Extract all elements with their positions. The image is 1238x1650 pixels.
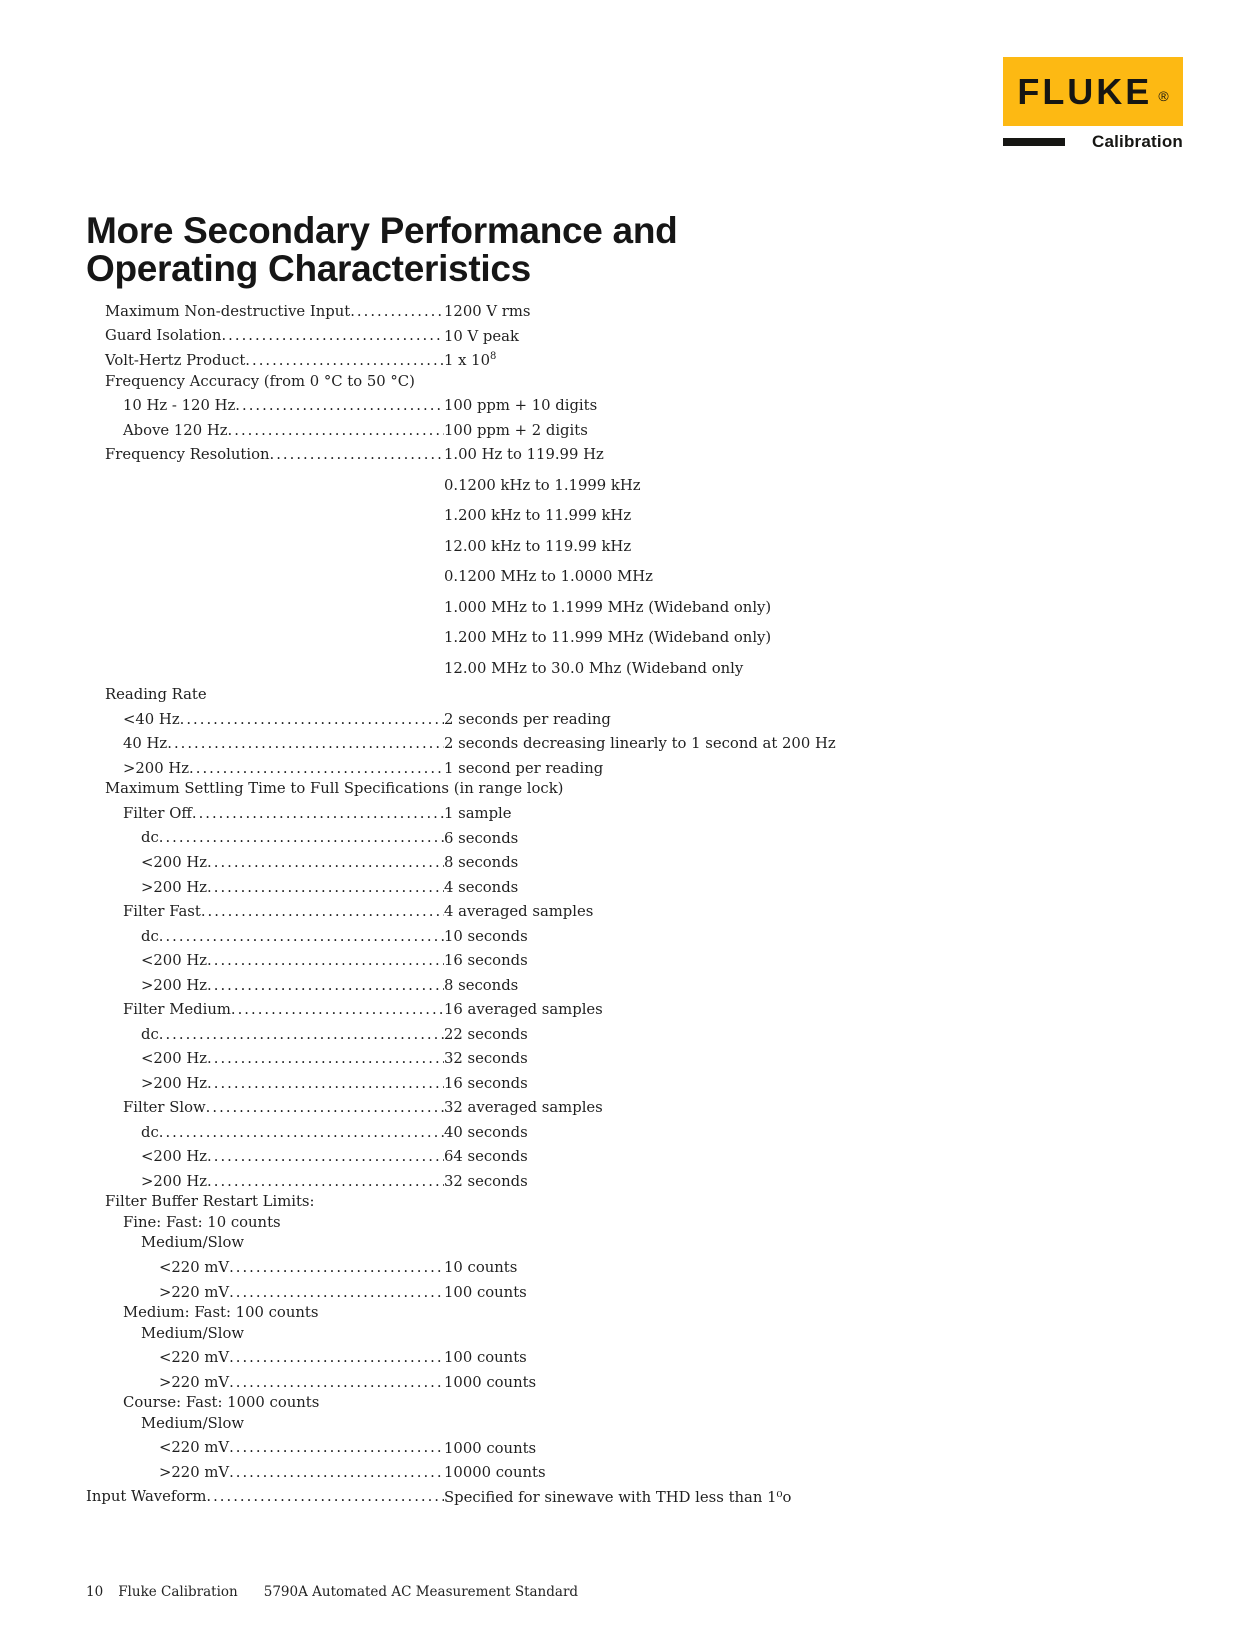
spec-row-lead xyxy=(86,710,444,731)
fluke-logo-box xyxy=(1003,57,1183,126)
spec-value xyxy=(444,874,518,899)
spec-row xyxy=(86,1070,1208,1095)
dot-leader xyxy=(229,1283,444,1304)
spec-value xyxy=(444,1143,528,1168)
spec-row-lead xyxy=(86,1213,281,1234)
spec-label: <200 Hz xyxy=(141,1148,208,1166)
spec-row-lead xyxy=(86,326,444,347)
dot-leader xyxy=(229,1463,444,1484)
spec-value xyxy=(444,825,518,850)
spec-row xyxy=(86,502,1208,527)
spec-value-text: 1 sample xyxy=(444,804,512,822)
spec-value xyxy=(444,392,597,417)
spec-row xyxy=(86,972,1208,997)
spec-row-lead xyxy=(86,1233,244,1254)
spec-value xyxy=(444,706,611,731)
spec-row-lead xyxy=(86,421,444,442)
spec-row xyxy=(86,825,1208,850)
spec-value-text: 1200 V rms xyxy=(444,302,531,320)
spec-value xyxy=(444,898,593,923)
spec-value-text: 32 seconds xyxy=(444,1172,528,1190)
tagline-bar xyxy=(1003,138,1065,146)
spec-value xyxy=(444,323,519,348)
spec-row xyxy=(86,1233,1208,1254)
spec-row-lead xyxy=(86,951,444,972)
spec-row xyxy=(86,655,1208,680)
dot-leader xyxy=(245,351,444,372)
spec-label: Guard Isolation xyxy=(105,327,222,345)
spec-row xyxy=(86,1344,1208,1369)
spec-label: >200 Hz xyxy=(141,1172,208,1190)
spec-value-text: 16 seconds xyxy=(444,952,528,970)
spec-row-lead xyxy=(86,372,415,393)
spec-row xyxy=(86,779,1208,800)
spec-value xyxy=(444,947,528,972)
spec-label: <220 mV xyxy=(159,1439,230,1457)
spec-value-text: 0.1200 MHz to 1.0000 MHz xyxy=(444,568,653,586)
spec-label: <200 Hz xyxy=(141,952,208,970)
spec-value xyxy=(444,417,588,442)
spec-row xyxy=(86,947,1208,972)
spec-row xyxy=(86,1279,1208,1304)
dot-leader xyxy=(159,828,444,849)
dot-leader xyxy=(206,1487,444,1508)
spec-label: <220 mV xyxy=(159,1349,230,1367)
dot-leader xyxy=(228,421,444,442)
spec-value-text: 1.000 MHz to 1.1999 MHz (Wideband only) xyxy=(444,598,772,616)
spec-row-lead xyxy=(86,1373,444,1394)
spec-row-lead xyxy=(86,1393,319,1414)
spec-value xyxy=(444,800,512,825)
spec-value-text: 16 seconds xyxy=(444,1074,528,1092)
dot-leader xyxy=(207,1172,444,1193)
spec-label: <40 Hz xyxy=(123,710,180,728)
spec-row-lead xyxy=(86,685,207,706)
dot-leader xyxy=(192,804,444,825)
spec-value-text: 4 seconds xyxy=(444,878,519,896)
spec-label: Frequency Resolution xyxy=(105,446,270,464)
spec-label: >220 mV xyxy=(159,1373,230,1391)
spec-label: >200 Hz xyxy=(123,759,190,777)
spec-label: <220 mV xyxy=(159,1258,230,1276)
spec-value xyxy=(444,1369,536,1394)
spec-row-lead xyxy=(86,1098,444,1119)
spec-value xyxy=(444,441,604,466)
spec-row xyxy=(86,563,1208,588)
spec-row xyxy=(86,533,1208,558)
spec-value-text: 100 ppm + 2 digits xyxy=(444,421,588,439)
spec-label: Filter Off xyxy=(123,804,192,822)
spec-label: >220 mV xyxy=(159,1463,230,1481)
spec-row xyxy=(86,1435,1208,1460)
spec-row xyxy=(86,706,1208,731)
spec-label: 10 Hz - 120 Hz xyxy=(123,397,236,415)
spec-row-lead xyxy=(86,1123,444,1144)
spec-label: dc xyxy=(141,1123,159,1141)
spec-value xyxy=(444,972,518,997)
spec-label: Filter Medium xyxy=(123,1001,231,1019)
spec-value-text: 2 seconds decreasing linearly to 1 second at 200 Hz xyxy=(444,735,836,753)
spec-value-text: 16 averaged samples xyxy=(444,1001,603,1019)
spec-value-text: 1.200 MHz to 11.999 MHz (Wideband only) xyxy=(444,629,772,647)
spec-row-lead xyxy=(86,1438,444,1459)
spec-row xyxy=(86,755,1208,780)
spec-value xyxy=(444,1279,527,1304)
spec-row-lead xyxy=(86,396,444,417)
spec-value xyxy=(444,923,528,948)
spec-value-text: 100 ppm + 10 digits xyxy=(444,397,598,415)
spec-value-text: 32 seconds xyxy=(444,1050,528,1068)
spec-value xyxy=(444,624,771,649)
dot-leader xyxy=(207,951,444,972)
spec-row xyxy=(86,624,1208,649)
spec-row-lead xyxy=(86,1463,444,1484)
spec-value-text: 1000 counts xyxy=(444,1439,537,1457)
spec-row-lead xyxy=(86,1192,315,1213)
spec-row xyxy=(86,685,1208,706)
spec-row-lead xyxy=(86,1074,444,1095)
spec-value xyxy=(444,563,653,588)
dot-leader xyxy=(229,1438,444,1459)
spec-row-lead xyxy=(86,1172,444,1193)
spec-row xyxy=(86,730,1208,755)
spec-row-lead xyxy=(86,1000,444,1021)
spec-value xyxy=(444,1459,546,1484)
spec-row xyxy=(86,996,1208,1021)
dot-leader xyxy=(231,1000,444,1021)
fluke-wordmark: FLUKE xyxy=(1017,70,1153,112)
spec-row-lead xyxy=(86,1414,244,1435)
spec-row-lead xyxy=(86,351,444,372)
spec-value-text: 1 x 10 xyxy=(444,351,490,369)
spec-value xyxy=(444,1021,528,1046)
dot-leader xyxy=(207,1074,444,1095)
dot-leader xyxy=(206,1098,444,1119)
spec-row xyxy=(86,417,1208,442)
spec-value-text: 100 counts xyxy=(444,1349,527,1367)
page-footer xyxy=(86,1584,578,1600)
spec-row-lead xyxy=(86,779,563,800)
spec-row-lead xyxy=(86,976,444,997)
spec-row-lead xyxy=(86,1283,444,1304)
spec-value-text: 100 counts xyxy=(444,1283,527,1301)
page-title-line-2: Operating Characteristics xyxy=(86,248,531,289)
spec-row xyxy=(86,298,1208,323)
dot-leader xyxy=(207,1147,444,1168)
spec-value xyxy=(444,472,641,497)
spec-row xyxy=(86,1094,1208,1119)
spec-value xyxy=(444,1254,517,1279)
spec-row xyxy=(86,1045,1208,1070)
spec-value-text: 10000 counts xyxy=(444,1463,546,1481)
dot-leader xyxy=(229,1373,444,1394)
spec-value-text: 12.00 kHz to 119.99 kHz xyxy=(444,537,632,555)
dot-leader xyxy=(270,445,444,466)
spec-row-lead xyxy=(86,1348,444,1369)
spec-value xyxy=(444,1045,528,1070)
dot-leader xyxy=(229,1258,444,1279)
spec-row xyxy=(86,874,1208,899)
spec-row xyxy=(86,1143,1208,1168)
dot-leader xyxy=(159,1123,444,1144)
spec-value xyxy=(444,1070,528,1095)
spec-value-text: 1000 counts xyxy=(444,1373,537,1391)
spec-row xyxy=(86,1254,1208,1279)
spec-row xyxy=(86,1119,1208,1144)
spec-label: Course: Fast: 1000 counts xyxy=(123,1394,320,1412)
spec-label: <200 Hz xyxy=(141,853,208,871)
dot-leader xyxy=(235,396,444,417)
spec-row xyxy=(86,800,1208,825)
spec-label: Medium: Fast: 100 counts xyxy=(123,1304,319,1322)
spec-value xyxy=(444,347,496,372)
spec-row-lead xyxy=(86,734,444,755)
spec-label: Medium/Slow xyxy=(141,1324,245,1342)
dot-leader xyxy=(180,710,444,731)
spec-value xyxy=(444,1168,528,1193)
spec-row-lead xyxy=(86,1324,244,1345)
spec-row-lead xyxy=(86,927,444,948)
spec-row-lead xyxy=(86,804,444,825)
spec-value xyxy=(444,1094,603,1119)
spec-value xyxy=(444,996,603,1021)
spec-row xyxy=(86,1213,1208,1234)
spec-row xyxy=(86,1414,1208,1435)
footer-product: 5790A Automated AC Measurement Standard xyxy=(263,1584,579,1600)
spec-label: >200 Hz xyxy=(141,976,208,994)
spec-label: Filter Slow xyxy=(123,1099,206,1117)
spec-row xyxy=(86,594,1208,619)
spec-value-text: 1.00 Hz to 119.99 Hz xyxy=(444,446,604,464)
spec-value-text: 1.200 kHz to 11.999 kHz xyxy=(444,507,632,525)
spec-row xyxy=(86,1393,1208,1414)
spec-label: Maximum Settling Time to Full Specifications (in range lock) xyxy=(105,780,564,798)
spec-row-lead xyxy=(86,902,444,923)
fluke-logo xyxy=(1003,57,1183,152)
spec-row-lead xyxy=(86,878,444,899)
spec-row xyxy=(86,1459,1208,1484)
spec-value-text: 8 seconds xyxy=(444,853,519,871)
spec-value-text: 32 averaged samples xyxy=(444,1099,603,1117)
spec-row xyxy=(86,898,1208,923)
spec-row xyxy=(86,441,1208,466)
dot-leader xyxy=(189,759,444,780)
spec-label: dc xyxy=(141,1025,159,1043)
spec-row-lead xyxy=(86,853,444,874)
page-number: 10 xyxy=(86,1584,104,1600)
dot-leader xyxy=(159,1025,444,1046)
spec-row xyxy=(86,1303,1208,1324)
spec-value xyxy=(444,298,530,323)
spec-row xyxy=(86,1369,1208,1394)
spec-label: Above 120 Hz xyxy=(123,421,228,439)
spec-label: Maximum Non-destructive Input xyxy=(105,302,351,320)
spec-value xyxy=(444,755,603,780)
spec-value-text: 6 seconds xyxy=(444,829,519,847)
dot-leader xyxy=(207,878,444,899)
spec-row-lead xyxy=(86,302,444,323)
tagline-text: Calibration xyxy=(1092,132,1183,151)
spec-row-lead xyxy=(86,1049,444,1070)
dot-leader xyxy=(229,1348,444,1369)
spec-value-text: 40 seconds xyxy=(444,1123,528,1141)
spec-value xyxy=(444,594,771,619)
spec-value xyxy=(444,1484,791,1509)
spec-label: Filter Buffer Restart Limits: xyxy=(105,1193,315,1211)
dot-leader xyxy=(207,853,444,874)
spec-row-lead xyxy=(86,1303,318,1324)
spec-value xyxy=(444,655,743,680)
dot-leader xyxy=(207,1049,444,1070)
spec-value-text: 4 averaged samples xyxy=(444,903,594,921)
spec-value-text: Specified for sinewave with THD less than 1⁰o xyxy=(444,1488,792,1506)
spec-value-text: 1 second per reading xyxy=(444,759,604,777)
spec-row xyxy=(86,347,1208,372)
spec-row xyxy=(86,1168,1208,1193)
spec-label: Fine: Fast: 10 counts xyxy=(123,1213,281,1231)
spec-value-text: 12.00 MHz to 30.0 Mhz (Wideband only xyxy=(444,659,744,677)
spec-row-lead xyxy=(86,759,444,780)
spec-row xyxy=(86,1484,1208,1509)
logo-tagline xyxy=(1003,132,1183,152)
spec-value-text: 22 seconds xyxy=(444,1025,528,1043)
spec-label: dc xyxy=(141,927,159,945)
page-title-line-1: More Secondary Performance and xyxy=(86,210,678,251)
spec-list xyxy=(86,298,1208,1508)
spec-row-lead xyxy=(86,1147,444,1168)
spec-value xyxy=(444,1435,536,1460)
spec-label: Medium/Slow xyxy=(141,1234,245,1252)
spec-label: Reading Rate xyxy=(105,686,207,704)
dot-leader xyxy=(159,927,444,948)
spec-value-text: 8 seconds xyxy=(444,976,519,994)
spec-row xyxy=(86,1021,1208,1046)
spec-row xyxy=(86,923,1208,948)
spec-row-lead xyxy=(86,828,444,849)
spec-value-text: 10 seconds xyxy=(444,927,528,945)
spec-value-text: 10 V peak xyxy=(444,327,519,345)
spec-value-text: 10 counts xyxy=(444,1258,518,1276)
spec-label: >200 Hz xyxy=(141,1074,208,1092)
spec-value xyxy=(444,849,518,874)
spec-row xyxy=(86,472,1208,497)
spec-label: >200 Hz xyxy=(141,878,208,896)
dot-leader xyxy=(207,976,444,997)
spec-row xyxy=(86,1192,1208,1213)
spec-value xyxy=(444,730,836,755)
spec-label: dc xyxy=(141,829,159,847)
spec-label: <200 Hz xyxy=(141,1050,208,1068)
spec-value xyxy=(444,533,631,558)
spec-value-text: 0.1200 kHz to 1.1999 kHz xyxy=(444,476,641,494)
spec-row-lead xyxy=(86,1487,444,1508)
dot-leader xyxy=(221,326,444,347)
dot-leader xyxy=(167,734,444,755)
spec-row-lead xyxy=(86,1025,444,1046)
spec-label: Frequency Accuracy (from 0 °C to 50 °C) xyxy=(105,372,415,390)
spec-value xyxy=(444,502,631,527)
spec-label: Input Waveform xyxy=(86,1488,207,1506)
spec-label: 40 Hz xyxy=(123,735,168,753)
spec-row-lead xyxy=(86,445,444,466)
spec-label: Medium/Slow xyxy=(141,1414,245,1432)
spec-label: Filter Fast xyxy=(123,903,201,921)
spec-value-superscript: 8 xyxy=(490,351,497,363)
spec-value xyxy=(444,1119,528,1144)
dot-leader xyxy=(201,902,444,923)
spec-value xyxy=(444,1344,527,1369)
spec-row xyxy=(86,1324,1208,1345)
spec-row xyxy=(86,323,1208,348)
spec-value-text: 64 seconds xyxy=(444,1148,528,1166)
registered-trademark-icon: ® xyxy=(1158,87,1169,104)
spec-row xyxy=(86,372,1208,393)
spec-label: Volt-Hertz Product xyxy=(105,351,246,369)
spec-value-text: 2 seconds per reading xyxy=(444,710,611,728)
footer-org: Fluke Calibration xyxy=(118,1584,238,1600)
dot-leader xyxy=(350,302,444,323)
spec-row xyxy=(86,392,1208,417)
spec-row-lead xyxy=(86,1258,444,1279)
spec-label: >220 mV xyxy=(159,1283,230,1301)
spec-row xyxy=(86,849,1208,874)
